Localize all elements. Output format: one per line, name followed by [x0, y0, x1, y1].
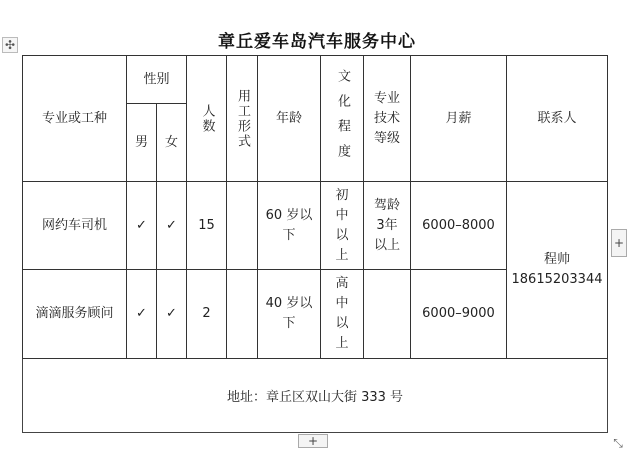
document-title: 章丘爱车岛汽车服务中心 — [218, 32, 416, 52]
add-row-button[interactable]: + — [298, 434, 328, 448]
row1-age: 60 岁以下 — [257, 181, 321, 270]
header-education: 文化程度 — [320, 55, 364, 182]
row2-job: 滴滴服务顾问 — [22, 269, 127, 359]
row1-count: 15 — [186, 181, 227, 270]
header-tech-level: 专业技术等级 — [363, 55, 411, 182]
row1-tech-level: 驾龄3年以上 — [363, 181, 411, 270]
table-resize-icon[interactable]: ⤡ — [613, 436, 623, 450]
row1-employment — [226, 181, 258, 270]
header-contact: 联系人 — [506, 55, 608, 182]
add-column-button[interactable]: + — [611, 229, 627, 257]
row1-male: ✓ — [126, 181, 157, 270]
row2-employment — [226, 269, 258, 359]
header-age: 年龄 — [257, 55, 321, 182]
row1-salary: 6000–8000 — [410, 181, 507, 270]
row2-education: 高中以上 — [320, 269, 364, 359]
contact-name: 程帅 — [543, 252, 570, 267]
header-job: 专业或工种 — [22, 55, 127, 182]
header-salary: 月薪 — [410, 55, 507, 182]
header-gender: 性别 — [126, 55, 187, 104]
header-female: 女 — [156, 103, 187, 182]
contact-phone: 18615203344 — [511, 272, 603, 287]
row2-female: ✓ — [156, 269, 187, 359]
row2-salary: 6000–9000 — [410, 269, 507, 359]
header-employment: 用工形式 — [226, 55, 258, 182]
table-move-handle-icon[interactable]: ✣ — [2, 37, 18, 53]
row1-job: 网约车司机 — [22, 181, 127, 270]
header-male: 男 — [126, 103, 157, 182]
contact-cell — [506, 181, 608, 359]
row2-count: 2 — [186, 269, 227, 359]
address-text: 地址：章丘区双山大街 333 号 — [226, 390, 404, 405]
row2-tech-level — [363, 269, 411, 359]
header-count: 人数 — [186, 55, 227, 182]
row1-female: ✓ — [156, 181, 187, 270]
row1-education: 初中以上 — [320, 181, 364, 270]
row2-male: ✓ — [126, 269, 157, 359]
row2-age: 40 岁以下 — [257, 269, 321, 359]
